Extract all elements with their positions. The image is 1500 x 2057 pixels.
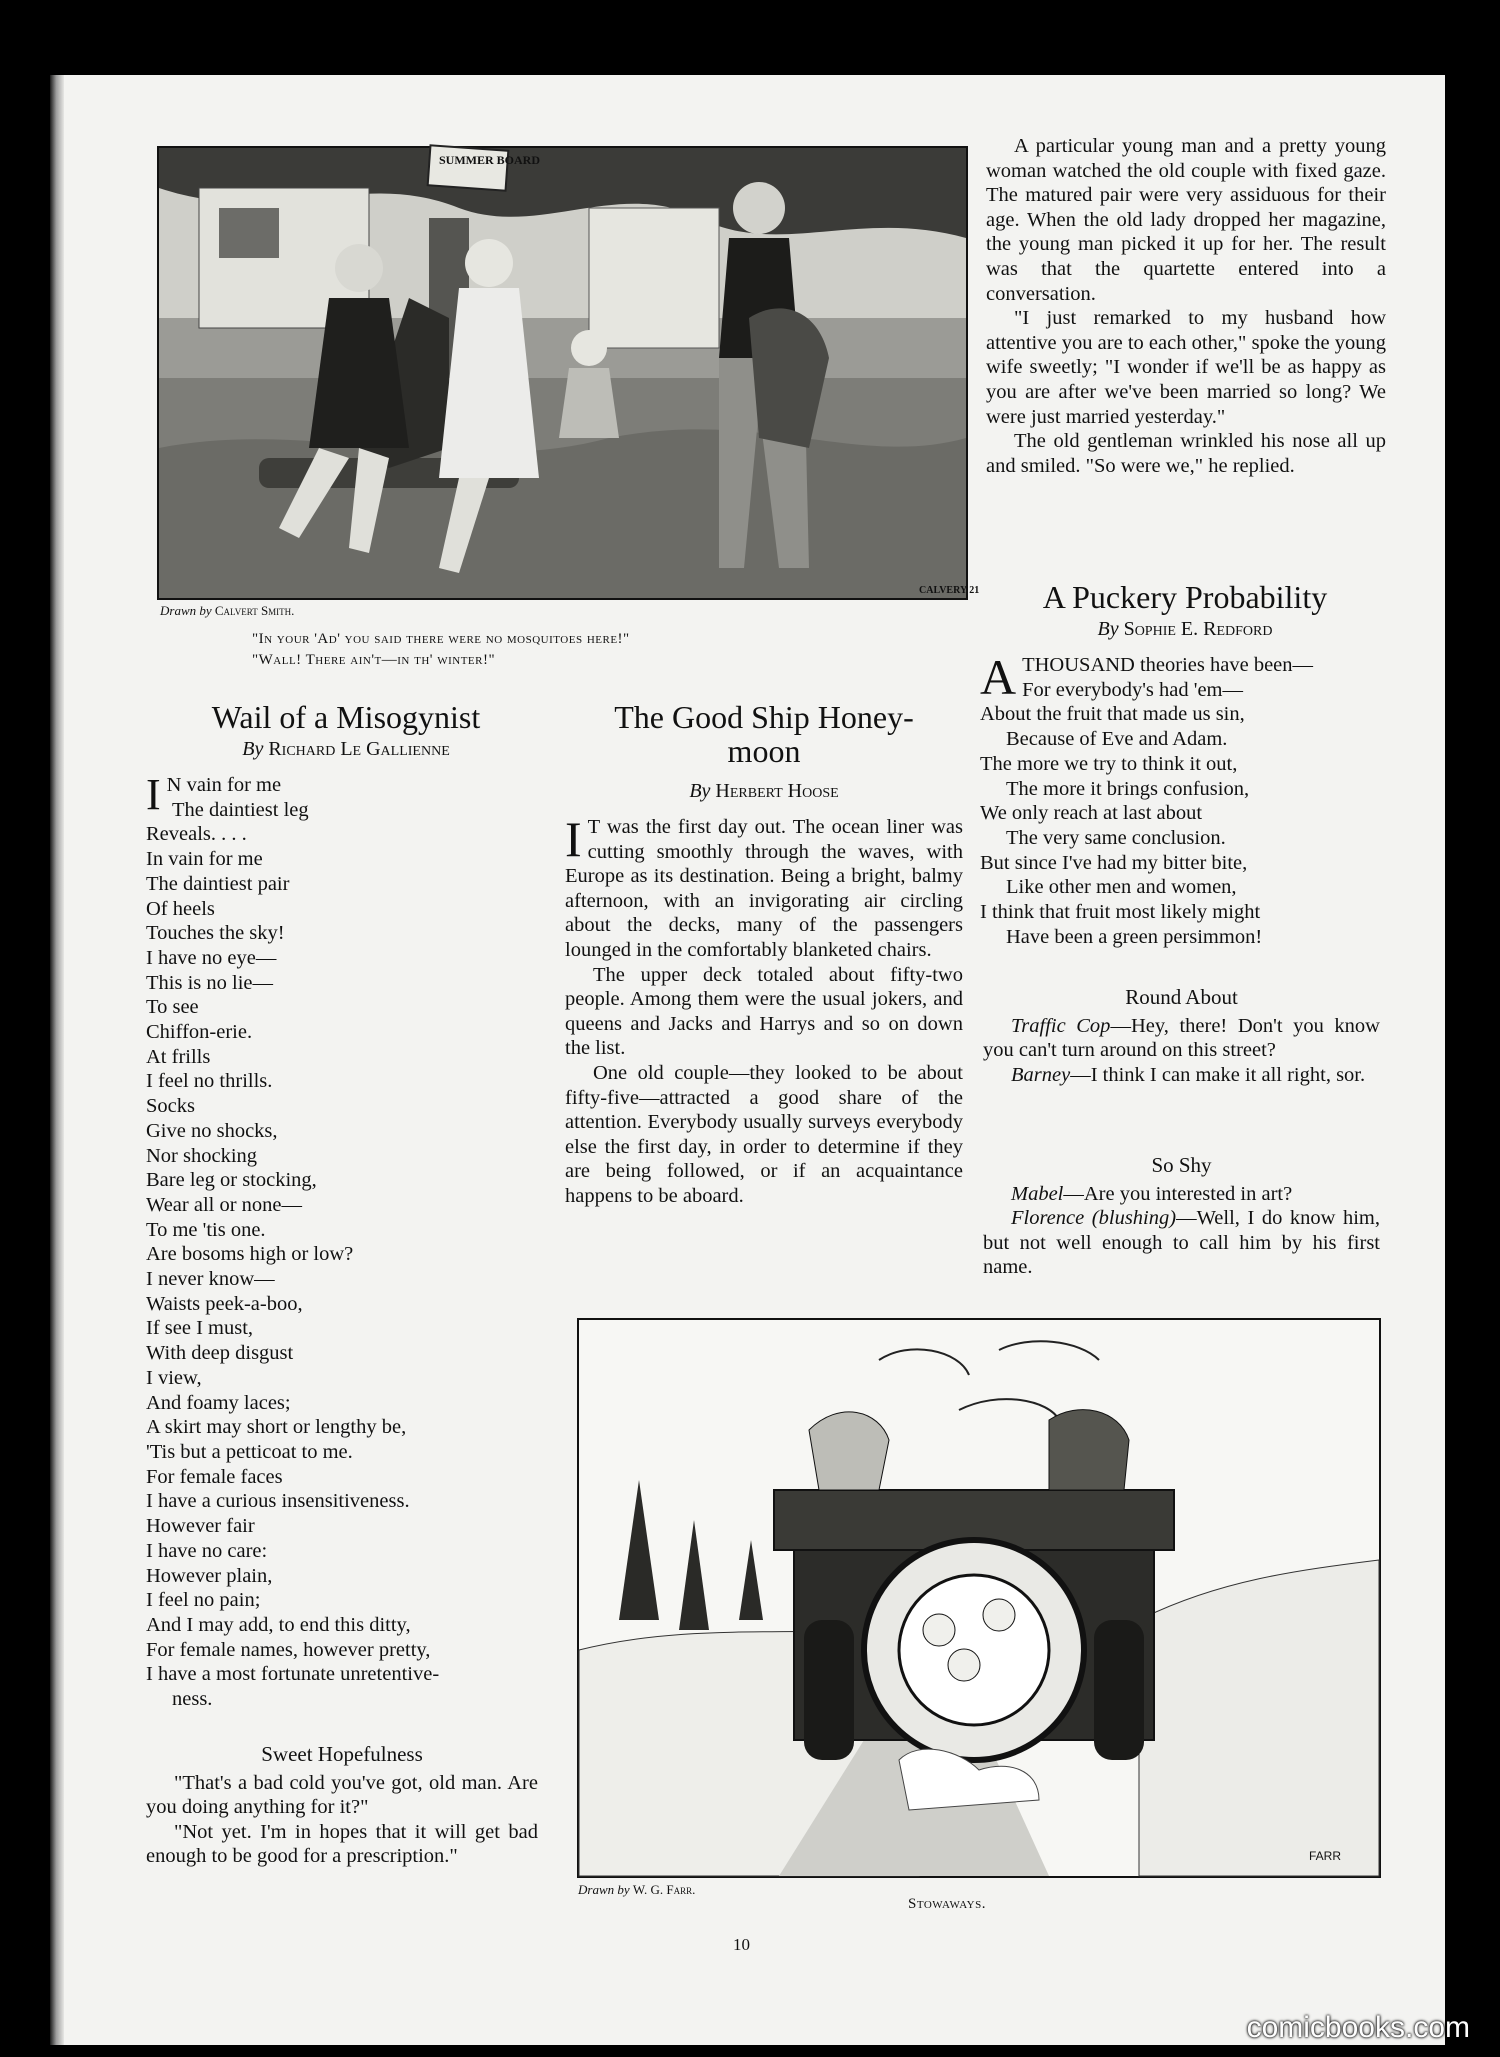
- poem-line: However plain,: [146, 1564, 273, 1587]
- round-about-exchange-2: [983, 1063, 1380, 1088]
- story-paragraph: The upper deck totaled about fifty-two people. Among them were the usual jokers, and queens and Jacks and Harrys and so on down the list.: [565, 963, 963, 1060]
- poem-line: Wear all or none—: [146, 1193, 303, 1216]
- poem-line: For everybody's had 'em—: [1022, 678, 1243, 701]
- poem-line: Give no shocks,: [146, 1119, 278, 1142]
- byline-author: Herbert Hoose: [715, 780, 839, 802]
- poem-line: With deep disgust: [146, 1342, 294, 1365]
- speaker-name: Mabel: [1011, 1182, 1064, 1205]
- poem-line: Bare leg or stocking,: [146, 1169, 317, 1192]
- poem-line: The daintiest pair: [146, 872, 290, 895]
- svg-text:CALVERY 21: CALVERY 21: [919, 585, 980, 596]
- poem-line: The more we try to think it out,: [980, 752, 1238, 775]
- paragraph-text: T was the first day out. The ocean liner was cutting smoothly through the waves, with Europe as its destination. Being a bright, balmy afternoon, with an invigorating air circling about the decks, many of the passengers lounged in the comfortably blanketed chairs.: [565, 816, 963, 961]
- speaker-name: Barney: [1011, 1063, 1071, 1086]
- poem-line: I have a most fortunate unretentive-: [146, 1663, 440, 1686]
- story-paragraph: A particular young man and a pretty young woman watched the old couple with fixed gaze. The matured pair were very assiduous for their age. When the old lady dropped her magazine, the young man picked it up for her. The result was that the quartette entered into a conversation.: [986, 135, 1386, 305]
- puckery-poem: [980, 649, 1390, 949]
- poem-line: However fair: [146, 1515, 255, 1538]
- poem-line: 'Tis but a petticoat to me.: [146, 1440, 353, 1463]
- top-illustration-credit: [160, 603, 294, 619]
- so-shy-exchange-2: [983, 1206, 1380, 1280]
- poem-line: Like other men and women,: [1006, 876, 1237, 899]
- caption-line: "In your 'Ad' you said there were no mosquitoes here!": [252, 631, 630, 647]
- bottom-illustration-caption: Stowaways.: [908, 1896, 986, 1912]
- right-top-story: [986, 134, 1386, 478]
- poem-line: Have been a green persimmon!: [1006, 925, 1263, 948]
- poem-line: Chiffon-erie.: [146, 1021, 253, 1044]
- credit-prefix: Drawn by: [578, 1882, 630, 1897]
- poem-line: And I may add, to end this ditty,: [146, 1613, 411, 1636]
- byline-by: By: [1097, 618, 1119, 640]
- poem-line: This is no lie—: [146, 971, 273, 994]
- so-shy-exchange-1: [983, 1182, 1380, 1207]
- stowaways-drawing: [579, 1320, 1379, 1876]
- wail-section: [146, 700, 546, 1712]
- puckery-title: A Puckery Probability: [1042, 579, 1328, 615]
- poem-line: I feel no thrills.: [146, 1070, 273, 1093]
- page-number: 10: [733, 1935, 750, 1954]
- sweet-hopefulness-title: Sweet Hopefulness: [261, 1742, 423, 1766]
- poem-line: A skirt may short or lengthy be,: [146, 1416, 407, 1439]
- svg-text:FARR: FARR: [1309, 1849, 1342, 1863]
- so-shy-section: [983, 1153, 1380, 1280]
- story-paragraph: [565, 811, 963, 963]
- round-about-exchange-1: [983, 1014, 1380, 1063]
- speaker-name: Florence: [1011, 1207, 1085, 1230]
- story-paragraph: The old gentleman wrinkled his nose all up and smiled. "So were we," he replied.: [986, 430, 1386, 477]
- poem-line: To see: [146, 996, 199, 1019]
- speaker-name: Traffic Cop: [1011, 1014, 1111, 1037]
- credit-prefix: Drawn by: [160, 603, 212, 618]
- byline-by: By: [242, 738, 264, 760]
- so-shy-title: So Shy: [1151, 1153, 1212, 1177]
- good-ship-body: [565, 811, 963, 1209]
- stowaways-illustration: [577, 1318, 1381, 1878]
- poem-line: Nor shocking: [146, 1144, 258, 1167]
- poem-line: ness.: [172, 1688, 213, 1711]
- byline-author: Sophie E. Redford: [1123, 618, 1273, 640]
- poem-line: I think that fruit most likely might: [980, 901, 1261, 924]
- poem-line: In vain for me: [146, 848, 263, 871]
- poem-line: Waists peek-a-boo,: [146, 1292, 303, 1315]
- speaker-aside: (blushing): [1091, 1207, 1177, 1230]
- speaker-line: —Hey, there! Don't you know you can't turn around on this street?: [983, 1014, 1380, 1062]
- story-paragraph: "That's a bad cold you've got, old man. Are you doing anything for it?": [146, 1771, 538, 1819]
- good-ship-byline: [565, 780, 963, 803]
- poem-line: I have no care:: [146, 1539, 268, 1562]
- credit-artist-name: Calvert Smith.: [214, 603, 295, 618]
- speaker-line: —I think I can make it all right, sor.: [1070, 1063, 1366, 1086]
- speaker-line: —Are you interested in art?: [1063, 1182, 1293, 1205]
- poem-line: I never know—: [146, 1268, 275, 1291]
- poem-line: At frills: [146, 1045, 211, 1068]
- title-line: The Good Ship Honey-: [614, 699, 914, 735]
- title-line: moon: [727, 733, 801, 769]
- wail-poem: [146, 770, 546, 1712]
- poem-line: Of heels: [146, 897, 215, 920]
- puckery-byline: [980, 618, 1390, 641]
- top-illustration-caption: [252, 629, 630, 671]
- poem-line: If see I must,: [146, 1317, 254, 1340]
- byline-by: By: [689, 780, 711, 802]
- story-paragraph: "I just remarked to my husband how attentive you are to each other," spoke the young wife sweetly; "I wonder if we'll be as happy as you are after we've been married so long? We were just married yesterday.": [986, 307, 1386, 428]
- caption-line: "Wall! There ain't—in th' winter!": [252, 652, 496, 668]
- poem-line: N vain for me: [166, 774, 282, 796]
- bottom-illustration-credit: [578, 1882, 695, 1898]
- poem-line: I have a curious insensitiveness.: [146, 1490, 410, 1513]
- poem-line: But since I've had my bitter bite,: [980, 851, 1248, 874]
- svg-text:SUMMER BOARD: SUMMER BOARD: [439, 153, 540, 167]
- poem-line: And foamy laces;: [146, 1391, 291, 1414]
- poem-line: The very same conclusion.: [1006, 826, 1226, 849]
- poem-line: For female names, however pretty,: [146, 1638, 431, 1661]
- poem-line: For female faces: [146, 1465, 283, 1488]
- round-about-title: Round About: [1125, 985, 1238, 1009]
- summer-board-illustration: [157, 146, 980, 600]
- poem-line: THOUSAND theories have been—: [1022, 654, 1314, 676]
- poem-line: About the fruit that made us sin,: [980, 703, 1245, 726]
- puckery-probability-section: [980, 580, 1390, 949]
- puckery-dropcap: A: [980, 649, 1017, 705]
- poem-line: The more it brings confusion,: [1006, 777, 1250, 800]
- poem-line: To me 'tis one.: [146, 1218, 266, 1241]
- summer-board-drawing: [159, 148, 980, 598]
- poem-line: Are bosoms high or low?: [146, 1243, 354, 1266]
- poem-line: I feel no pain;: [146, 1589, 261, 1612]
- credit-artist-name: W. G. Farr.: [632, 1882, 696, 1897]
- poem-line: Reveals. . . .: [146, 823, 247, 846]
- poem-line: The daintiest leg: [172, 798, 309, 821]
- poem-line: I have no eye—: [146, 946, 277, 969]
- poem-line: We only reach at last about: [980, 802, 1203, 825]
- site-watermark: comicbooks.com: [1246, 2011, 1470, 2044]
- round-about-section: [983, 985, 1380, 1087]
- story-paragraph: "Not yet. I'm in hopes that it will get bad enough to be good for a prescription.": [146, 1820, 538, 1868]
- wail-title: Wail of a Misogynist: [211, 699, 481, 735]
- wail-dropcap: I: [146, 770, 161, 819]
- page-spine-shadow: [50, 75, 64, 2045]
- wail-byline: [146, 738, 546, 761]
- good-ship-section: [565, 700, 963, 1209]
- speaker-line: —Well, I do know him, but not well enough to call him by his first name.: [983, 1207, 1380, 1279]
- story-paragraph: One old couple—they looked to be about fifty-five—attracted a good share of the attention. Everybody usually surveys everybody else the first day, in order to determine if they are being followed, or if an acquaintance happens to be aboard.: [565, 1061, 963, 1207]
- sweet-hopefulness-section: [146, 1742, 538, 1869]
- good-ship-title: [565, 700, 963, 768]
- poem-line: I view,: [146, 1366, 202, 1389]
- byline-author: Richard Le Gallienne: [268, 738, 450, 760]
- poem-line: Touches the sky!: [146, 922, 285, 945]
- good-ship-dropcap: I: [565, 811, 582, 867]
- poem-line: Because of Eve and Adam.: [1006, 728, 1228, 751]
- poem-line: Socks: [146, 1095, 195, 1118]
